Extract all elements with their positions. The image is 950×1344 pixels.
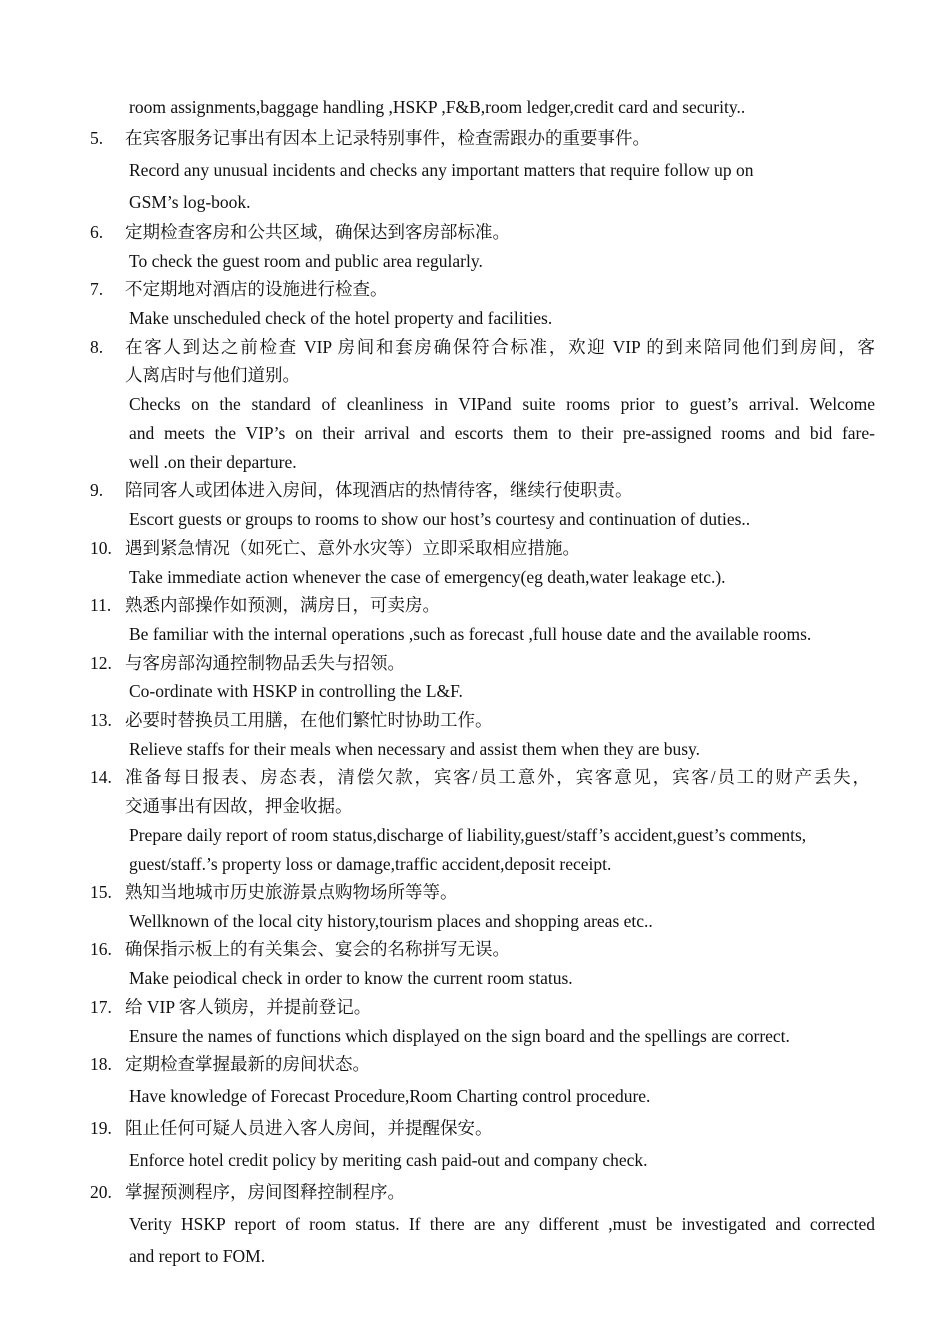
item-english-text: well .on their departure. [129,452,297,472]
item-chinese-text: 在客人到达之前检查 VIP 房间和套房确保符合标准，欢迎 VIP 的到来陪同他们到房间，客 [125,337,875,357]
item-english-text: Be familiar with the internal operations ,such as forecast ,full house date and the available rooms. [129,624,812,644]
item-english-text: Co-ordinate with HSKP in controlling the L&F. [129,681,463,701]
item-chinese-text: 阻止任何可疑人员进入客人房间，并提醒保安。 [125,1118,493,1138]
item-chinese-text: 必要时替换员工用膳，在他们繁忙时协助工作。 [125,710,493,730]
item-number: 13. [90,710,112,730]
item-english-text: Take immediate action whenever the case of emergency(eg death,water leakage etc.). [129,567,726,587]
item-english-text: Wellknown of the local city history,tourism places and shopping areas etc.. [129,911,653,931]
item-english-text: Make unscheduled check of the hotel property and facilities. [129,308,553,328]
item-english-text: Record any unusual incidents and checks any important matters that require follow up on [129,160,754,180]
item-number: 15. [90,882,112,902]
item-english-text: and report to FOM. [129,1246,266,1266]
item-chinese-text: 给 VIP 客人锁房，并提前登记。 [125,997,372,1017]
item-chinese-text: 陪同客人或团体进入房间，体现酒店的热情待客，继续行使职责。 [125,480,633,500]
item-number: 12. [90,653,112,673]
item-chinese-text: 熟知当地城市历史旅游景点购物场所等等。 [125,882,458,902]
item-english-text: Checks on the standard of cleanliness in VIPand suite rooms prior to guest’s arrival. Welcome [129,394,875,414]
item-english-text: Verity HSKP report of room status. If there are any different ,must be investigated and corrected [129,1214,875,1234]
item-chinese-text: 遇到紧急情况（如死亡、意外水灾等）立即采取相应措施。 [125,538,580,558]
item-number: 14. [90,767,112,787]
item-english-text: Make peiodical check in order to know the current room status. [129,968,573,988]
item-chinese-text: 确保指示板上的有关集会、宴会的名称拼写无误。 [125,939,510,959]
item-chinese-text: 熟悉内部操作如预测，满房日，可卖房。 [125,595,440,615]
item-english-text: and meets the VIP’s on their arrival and escorts them to their pre-assigned rooms and bid fare- [129,423,875,443]
item-english-text: GSM’s log-book. [129,192,251,212]
item-chinese-text: 准备每日报表、房态表，清偿欠款，宾客/员工意外，宾客意见，宾客/员工的财产丢失， [125,767,870,787]
item-number: 17. [90,997,112,1017]
item-number: 8. [90,337,104,357]
item-chinese-text: 交通事出有因故，押金收据。 [125,796,353,816]
item-number: 5. [90,128,104,148]
item-number: 18. [90,1054,112,1074]
item-chinese-text: 定期检查客房和公共区域，确保达到客房部标准。 [125,222,510,242]
item-chinese-text: 掌握预测程序，房间图释控制程序。 [125,1182,405,1202]
item-english-text: Relieve staffs for their meals when necessary and assist them when they are busy. [129,739,701,759]
item-number: 7. [90,279,104,299]
item-number: 11. [90,595,112,615]
item-number: 10. [90,538,112,558]
item-english-text: guest/staff.’s property loss or damage,traffic accident,deposit receipt. [129,854,612,874]
item-english-text: Prepare daily report of room status,discharge of liability,guest/staff’s accident,guest’s comments, [129,825,807,845]
item-number: 20. [90,1182,112,1202]
item-number: 19. [90,1118,112,1138]
item-english-text: Escort guests or groups to rooms to show our host’s courtesy and continuation of duties.. [129,509,751,529]
item-english-text: Ensure the names of functions which displayed on the sign board and the spellings are correct. [129,1026,790,1046]
item-chinese-text: 人离店时与他们道别。 [125,365,300,385]
continuation-text: room assignments,baggage handling ,HSKP ,F&B,room ledger,credit card and security.. [129,97,746,117]
item-number: 16. [90,939,112,959]
item-english-text: Have knowledge of Forecast Procedure,Room Charting control procedure. [129,1086,651,1106]
item-chinese-text: 定期检查掌握最新的房间状态。 [125,1054,370,1074]
item-chinese-text: 在宾客服务记事出有因本上记录特别事件，检查需跟办的重要事件。 [125,128,650,148]
item-number: 6. [90,222,104,242]
item-chinese-text: 与客房部沟通控制物品丢失与招领。 [125,653,405,673]
item-english-text: Enforce hotel credit policy by meriting cash paid-out and company check. [129,1150,648,1170]
item-english-text: To check the guest room and public area regularly. [129,251,483,271]
item-chinese-text: 不定期地对酒店的设施进行检查。 [125,279,388,299]
item-number: 9. [90,480,104,500]
